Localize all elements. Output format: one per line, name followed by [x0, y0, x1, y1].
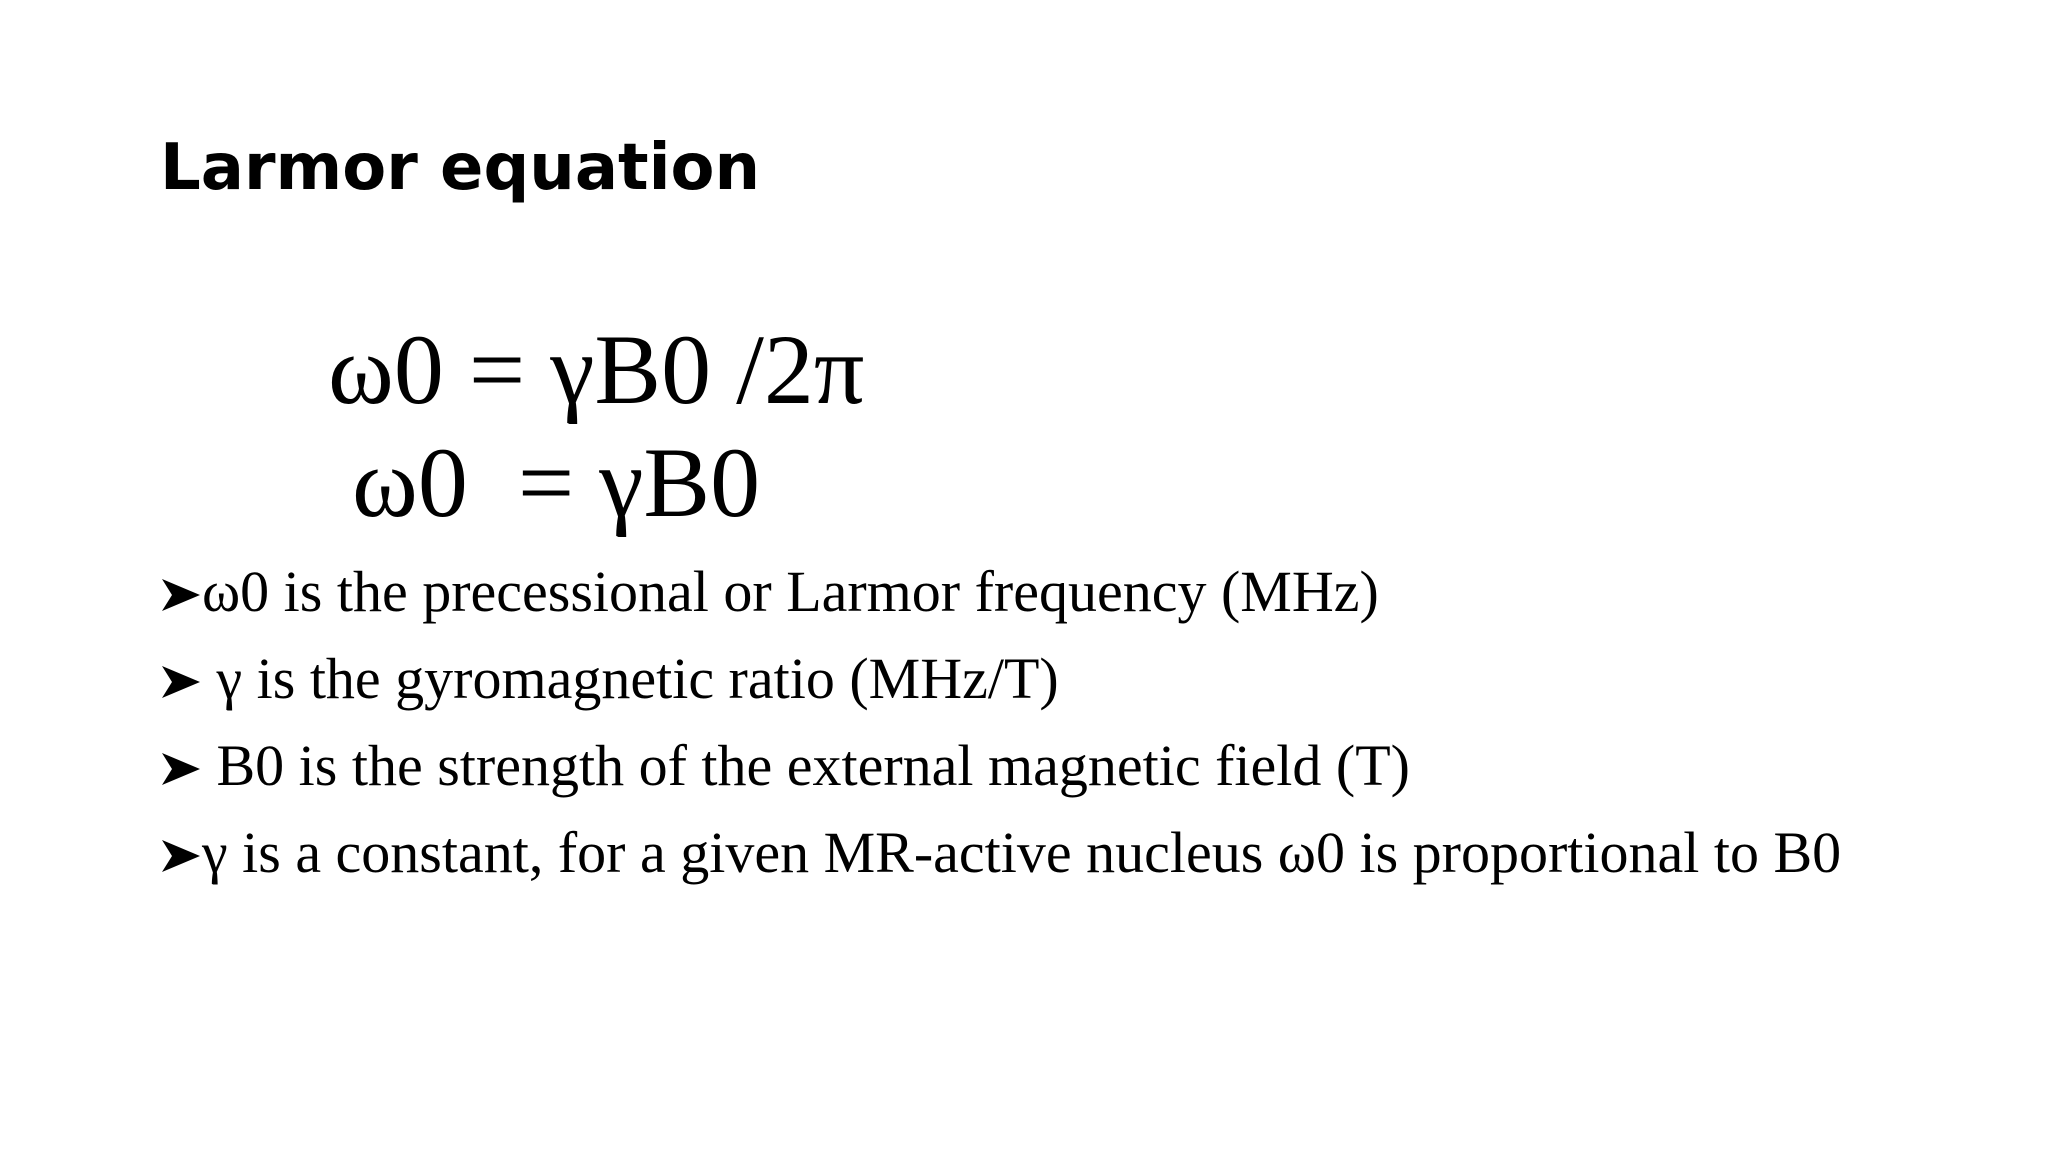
list-item [160, 809, 1841, 896]
bullet-text: γ is a constant, for a given MR-active nucleus ω0 is proportional to B0 [202, 820, 1842, 885]
bullet-text: ω0 is the precessional or Larmor frequency (MHz) [202, 559, 1379, 624]
slide-title: Larmor equation [160, 131, 761, 205]
larmor-equation-frequency: ω0 = γB0 /2π [328, 314, 865, 425]
bullet-text: B0 is the strength of the external magnetic field (T) [202, 733, 1410, 798]
arrow-bullet-icon [160, 836, 202, 876]
arrow-bullet-icon [160, 749, 202, 789]
list-item [160, 635, 1841, 722]
larmor-equation-angular: ω0 = γB0 [352, 427, 761, 538]
list-item [160, 548, 1841, 635]
list-item [160, 722, 1841, 809]
definition-list [160, 548, 1841, 896]
arrow-bullet-icon [160, 575, 202, 615]
bullet-text: γ is the gyromagnetic ratio (MHz/T) [202, 646, 1059, 711]
arrow-bullet-icon [160, 662, 202, 702]
